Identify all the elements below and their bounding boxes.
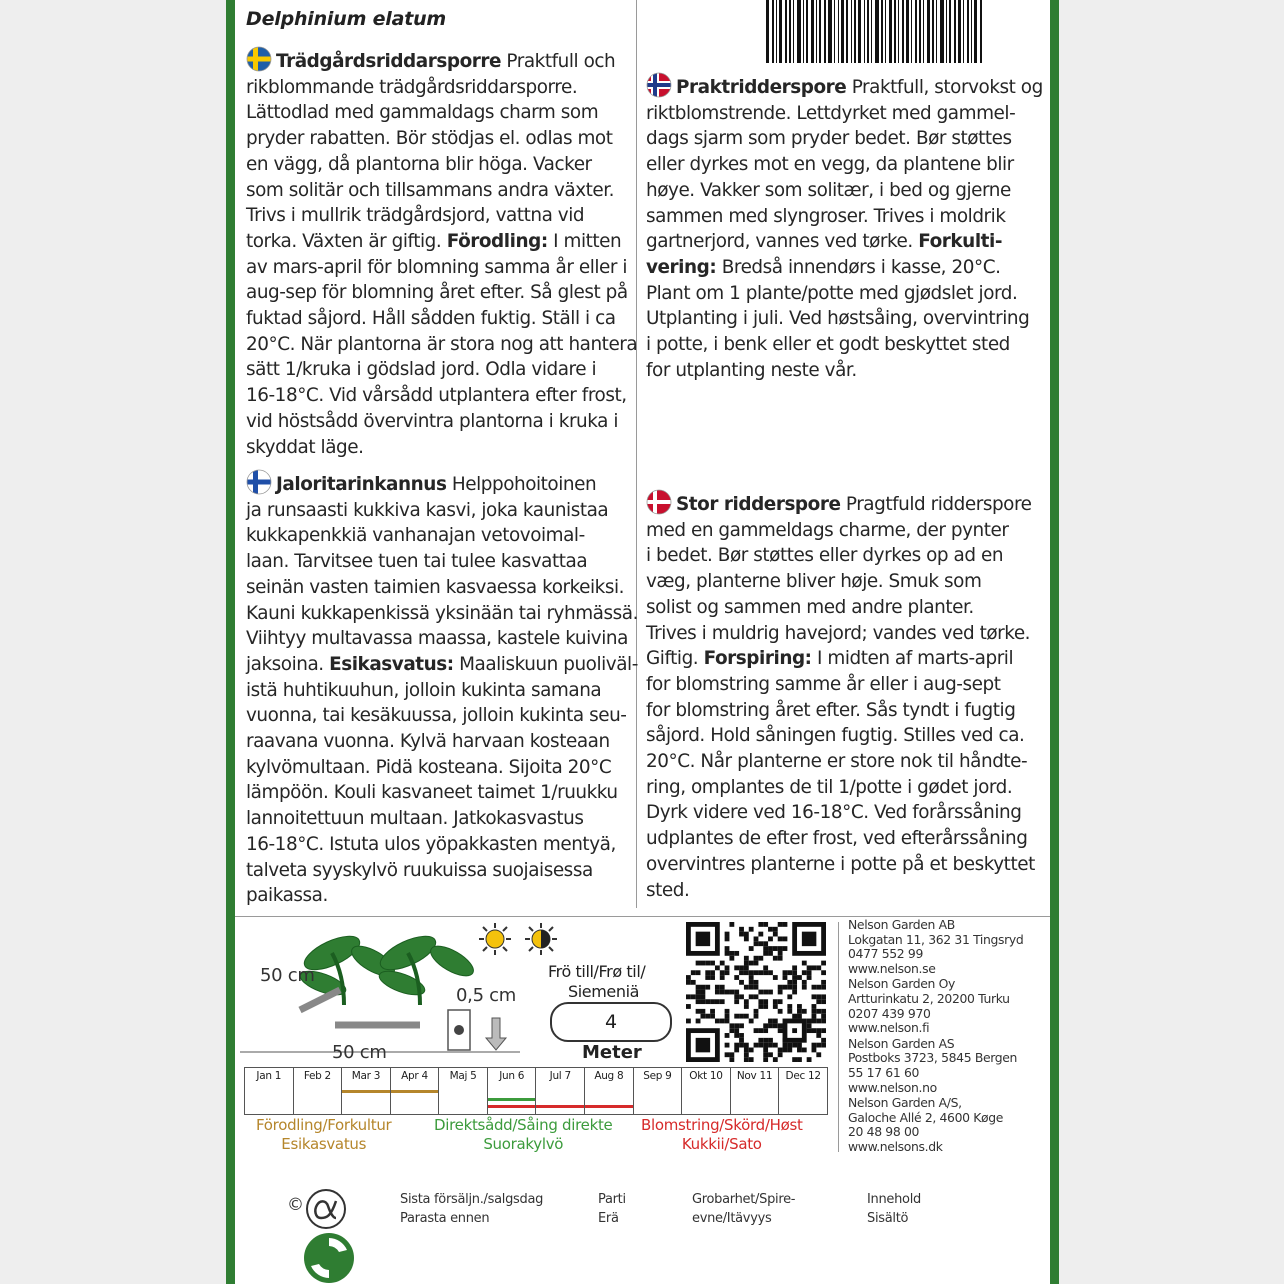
danish-description [646,489,1034,903]
barcode-bar [851,0,852,63]
body-text: 16-18°C. Vid vårsådd utplantera efter frost, [246,385,627,407]
body-text: istä huhtikuuhun, jolloin kukinta samana [246,679,602,701]
text-line [646,152,1034,178]
barcode-bar [776,0,777,63]
barcode-bar [949,0,951,63]
partial-shade-icon [524,922,558,956]
text-line [246,703,634,729]
body-text: sammen med slyngroser. Trives i moldrik [646,205,1006,227]
text-line [246,435,634,461]
calendar-month-label: Jan 1 [256,1070,282,1082]
calendar-month [585,1068,634,1114]
barcode-bar [875,0,879,63]
body-text: raavana vuonna. Kylvä harvaan kosteaan [246,731,610,753]
barcode-bar [967,0,969,63]
column-divider [636,0,637,908]
barcode-bar [811,0,814,63]
company-address: Nelson Garden AS Postboks 3723, 5845 Bergen 55 17 61 60 www.nelson.no [848,1035,1018,1095]
text-line [646,332,1034,358]
text-line [646,621,1034,647]
latin-name: Delphinium elatum [246,8,447,30]
calendar-month-label: Aug 8 [594,1070,624,1082]
body-text: fuktad såjord. Håll sådden fuktig. Ställ i ca [246,308,616,330]
seeds-unit: Meter [582,1042,642,1063]
bold-text: Jaloritarinkannus [276,474,447,495]
barcode-bar [816,0,817,63]
text-line [646,749,1034,775]
text-line [646,672,1034,698]
text-line [246,152,634,178]
body-text: solist og sammen med andre planter. [646,596,974,618]
text-line [646,698,1034,724]
calendar-month-label: Jun 6 [499,1070,525,1082]
text-line [646,800,1034,826]
body-text: kukkapenkkiä vanhanajan vetovoimal- [246,525,585,547]
calendar-month-label: Apr 4 [401,1070,428,1082]
barcode-bar [954,0,956,63]
calendar-month-label: Mar 3 [351,1070,381,1082]
body-text: rikblommande trädgårdsriddarsporre. [246,76,578,98]
bloom-bar [585,1105,633,1108]
text-line [646,543,1034,569]
text-line [246,780,634,806]
legend-bloom: Blomstring/Skörd/Høst Kukkii/Sato [641,1116,803,1153]
text-line [646,878,1034,904]
calendar-month [536,1068,585,1114]
text-line [246,729,634,755]
barcode-bar [946,0,947,63]
text-line [246,357,634,383]
plant-spacing: 50 cm [332,1042,387,1063]
indoor-sowing-bar [391,1090,439,1093]
body-text: 20°C. Når planterne er store nok til håndte- [646,751,1028,773]
text-line [246,280,634,306]
text-line [646,826,1034,852]
body-text: Bredså innendørs i kasse, 20°C. [716,256,1001,278]
barcode-bar [889,0,892,63]
barcode-bar [936,0,937,63]
body-text: Helppohoitoinen [446,474,597,495]
sowing-subheading: Esikasvatus: [329,653,454,675]
barcode-bar [846,0,848,63]
body-text: Trivs i mullrik trädgårdsjord, vattna vid [246,205,585,227]
body-text: sätt 1/kruka i gödslad jord. Odla vidare i [246,359,597,381]
text-line [246,306,634,332]
body-text: Plant om 1 plante/potte med gjødslet jord. [646,282,1018,304]
text-line [246,229,634,255]
calendar-month-label: Sep 9 [643,1070,672,1082]
barcode-bar [932,0,934,63]
sowing-subheading: Förodling: [446,230,548,252]
body-text: for blomstring året efter. Sås tyndt i fugtig [646,699,1016,721]
body-text: paikassa. [246,885,328,907]
calendar-month-label: Nov 11 [736,1070,773,1082]
barcode-bar [919,0,921,63]
text-line [646,595,1034,621]
bloom-bar [488,1105,536,1108]
body-text: ring, omplantes de til 1/potte i gødet jord. [646,776,1013,798]
company-address: Nelson Garden A/S, Galoche Allé 2, 4600 Køge 20 48 98 00 www.nelsons.dk [848,1095,1004,1154]
direct-sowing-bar [488,1098,536,1101]
barcode-bar [885,0,886,63]
sowing-calendar [244,1067,828,1115]
calendar-month [731,1068,780,1114]
text-line [646,569,1034,595]
barcode-bar [834,0,835,63]
barcode-bar [902,0,904,63]
seeds-label-1: Frö till/Frø til/ [548,962,646,981]
alpha-logo-icon [305,1188,347,1230]
body-text: av mars-april för blomning samma år eller i [246,256,628,278]
body-text: i bedet. Bør støttes eller dyrkes op ad en [646,545,1004,567]
barcode-bar [906,0,909,63]
green-dot-recycle-icon [303,1232,355,1284]
calendar-month-label: Maj 5 [449,1070,477,1082]
body-text: laan. Tarvitsee tuen tai tulee kasvattaa [246,551,588,573]
body-text: pryder rabatten. Bör stödjas el. odlas mot [246,128,613,150]
body-text: Utplanting i juli. Ved høstsåing, overvintring [646,308,1030,330]
barcode-bar [911,0,912,63]
body-text: torka. Växten är giftig. [246,230,447,252]
barcode [766,0,1018,63]
body-text: som solitär och tillsammans andra växter. [246,179,615,201]
text-line [646,723,1034,749]
address-divider [838,922,839,1152]
barcode-bar [789,0,791,63]
text-line [246,203,634,229]
barcode-bar [797,0,801,63]
body-text: udplantes de efter frost, ved efterårssåning [646,828,1028,850]
body-text: for blomstring samme år eller i aug-sept [646,673,1001,695]
text-line [646,101,1034,127]
barcode-bar [766,0,769,63]
finnish-description [246,469,638,909]
text-line [646,306,1034,332]
barcode-bar [854,0,856,63]
barcode-bar [958,0,961,63]
text-line [646,281,1034,307]
text-line [646,178,1034,204]
text-line [246,383,634,409]
text-line [246,332,638,358]
text-line [246,469,634,498]
barcode-bar [858,0,861,63]
barcode-bar [824,0,826,63]
text-line [246,46,634,75]
body-text: med en gammeldags charme, der pynter [646,519,1009,541]
germination-label: Grobarhet/Spire- evne/Itävyys [692,1192,796,1226]
company-address: Nelson Garden Oy Artturinkatu 2, 20200 Turku 0207 439 970 www.nelson.fi [848,976,1010,1036]
barcode-bar [898,0,899,63]
barcode-bar [838,0,839,63]
calendar-month [439,1068,488,1114]
body-text: Viihtyy multavassa maassa, kastele kuivina [246,628,628,650]
body-text: væg, planterne bliver høje. Smuk som [646,571,982,593]
body-text: 20°C. När plantorna är stora nog att hantera [246,333,638,355]
text-line [646,72,1043,101]
text-line [246,409,634,435]
full-sun-icon [478,922,512,956]
text-line [246,575,634,601]
body-text: talveta syyskylvö ruukuissa suojaisessa [246,859,593,881]
text-line [646,646,1034,672]
calendar-month-label: Okt 10 [689,1070,723,1082]
barcode-bar [806,0,808,63]
text-line [246,523,634,549]
text-line [646,358,1034,384]
norway-flag-icon [646,72,672,98]
text-line [646,489,1034,518]
barcode-bar [881,0,883,63]
bold-text: Stor ridderspore [676,494,841,515]
body-text: riktblomstrende. Lettdyrket med gammel- [646,102,1016,124]
body-text: høye. Vakker som solitær, i bed og gjerne [646,179,1011,201]
text-line [246,652,638,678]
text-line [646,255,1034,281]
body-text: jaksoina. [246,653,330,675]
body-text: eller dyrkes mot en vegg, da plantene blir [646,154,1014,176]
barcode-bar [828,0,832,63]
body-text: Maaliskuun puoliväl- [453,653,638,675]
qr-code [686,922,826,1062]
green-border-left [226,0,235,1284]
seeds-label-2: Siemeniä [568,982,640,1001]
text-line [246,255,634,281]
calendar-month [342,1068,391,1114]
text-line [246,498,634,524]
copyright-symbol: © [287,1195,304,1215]
body-text: seinän vasten taimien kasvaessa korkeiksi. [246,576,625,598]
body-text: Praktfull, storvokst og [846,77,1043,98]
text-line [646,126,1034,152]
body-text: kylvömultaan. Pidä kosteana. Sijoita 20°C [246,756,612,778]
legend-indoor: Förodling/Forkultur Esikasvatus [256,1116,392,1153]
text-line [246,626,634,652]
norwegian-description [646,72,1043,383]
text-line [246,832,634,858]
body-text: vuonna, tai kesäkuussa, jolloin kukinta seu- [246,705,627,727]
text-line [646,852,1034,878]
body-text: Dyrk videre ved 16-18°C. Ved forårssåning [646,802,1022,824]
body-text: i potte, i benk eller et godt beskyttet sted [646,334,1010,356]
barcode-bar [871,0,872,63]
barcode-bar [927,0,930,63]
seeds-per-meter-value: 4 [550,1002,672,1042]
body-text: Giftig. [646,648,704,670]
body-text: ja runsaasti kukkiva kasvi, joka kaunistaa [246,499,609,521]
body-text: lämpöön. Kouli kasvaneet taimet 1/ruukku [246,782,618,804]
barcode-bar [819,0,821,63]
body-text: I mitten [547,230,622,252]
sweden-flag-icon [246,46,272,72]
text-line [246,678,634,704]
calendar-month [245,1068,294,1114]
text-line [246,100,634,126]
calendar-month [391,1068,440,1114]
text-line [246,126,634,152]
body-text: overvintres planterne i potte på et beskyttet [646,853,1035,875]
text-line [246,755,634,781]
barcode-bar [864,0,865,63]
finland-flag-icon [246,469,272,495]
swedish-description [246,46,638,460]
calendar-month [634,1068,683,1114]
body-text: Kauni kukkapenkissä yksinään tai ryhmässä. [246,602,638,624]
body-text: Pragtfuld ridderspore [840,494,1032,515]
barcode-bar [779,0,782,63]
batch-label: Parti Erä [598,1192,626,1226]
body-text: såjord. Hold såningen fugtig. Stilles ved ca. [646,725,1025,747]
barcode-bar [974,0,977,63]
body-text: for utplanting neste vår. [646,359,857,381]
calendar-month [294,1068,343,1114]
calendar-month-label: Dec 12 [785,1070,821,1082]
body-text: dags sjarm som pryder bedet. Bør støttes [646,128,1012,150]
barcode-bar [915,0,917,63]
barcode-bar [940,0,944,63]
indoor-sowing-bar [342,1090,390,1093]
barcode-bar [867,0,869,63]
sowing-subheading: Forkulti- [918,231,1003,253]
body-text: I midten af marts-april [811,648,1014,670]
body-text: aug-sep för blomning året efter. Så glest på [246,282,628,304]
bold-text: Trädgårdsriddarsporre [276,51,502,72]
text-line [246,883,634,909]
text-line [646,204,1034,230]
barcode-bar [971,0,972,63]
barcode-bar [963,0,964,63]
body-text: sted. [646,879,690,901]
body-text: 16-18°C. Istuta ulos yöpakkasten mentyä, [246,833,616,855]
text-line [246,75,634,101]
company-address: Nelson Garden AB Lokgatan 11, 362 31 Tingsryd 0477 552 99 www.nelson.se [848,917,1024,976]
plant-height: 50 cm [260,965,315,986]
bold-text: vering: [646,256,717,278]
body-text: en vägg, då plantorna blir höga. Vacker [246,153,592,175]
sowing-depth: 0,5 cm [456,985,516,1006]
body-text: lannoitettuun multaan. Jatkokasvastus [246,808,584,830]
barcode-bar [772,0,774,63]
text-line [246,806,634,832]
barcode-bar [923,0,924,63]
barcode-bar [980,0,982,63]
sowing-subheading: Forspiring: [703,648,812,670]
body-text: Lättodlad med gammaldags charm som [246,102,599,124]
barcode-bar [793,0,794,63]
calendar-month [779,1068,827,1114]
text-line [246,178,634,204]
calendar-month-label: Jul 7 [549,1070,571,1082]
body-text: Praktfull och [501,51,616,72]
green-border-right [1050,0,1059,1284]
text-line [246,601,638,627]
text-line [246,858,634,884]
bold-text: Praktridderspore [676,77,847,98]
barcode-bar [841,0,844,63]
text-line [646,229,1034,255]
barcode-bar [785,0,787,63]
body-text: Trives i muldrig havejord; vandes ved tørke. [646,622,1031,644]
body-text: skyddat läge. [246,436,364,458]
calendar-month [488,1068,537,1114]
company-addresses [848,918,1048,1156]
bloom-bar [536,1105,584,1108]
text-line [646,775,1034,801]
body-text: vid höstsådd övervintra plantorna i kruka i [246,410,619,432]
contents-label: Innehold Sisältö [867,1192,921,1226]
legend-direct: Direktsådd/Såing direkte Suorakylvö [434,1116,613,1153]
barcode-bar [894,0,896,63]
barcode-bar [803,0,804,63]
last-sale-date-label: Sista försäljn./salgsdag Parasta ennen [400,1192,544,1226]
text-line [246,549,634,575]
body-text: gartnerjord, vannes ved tørke. [646,231,919,253]
text-line [646,518,1034,544]
calendar-month [682,1068,731,1114]
denmark-flag-icon [646,489,672,515]
calendar-month-label: Feb 2 [303,1070,331,1082]
